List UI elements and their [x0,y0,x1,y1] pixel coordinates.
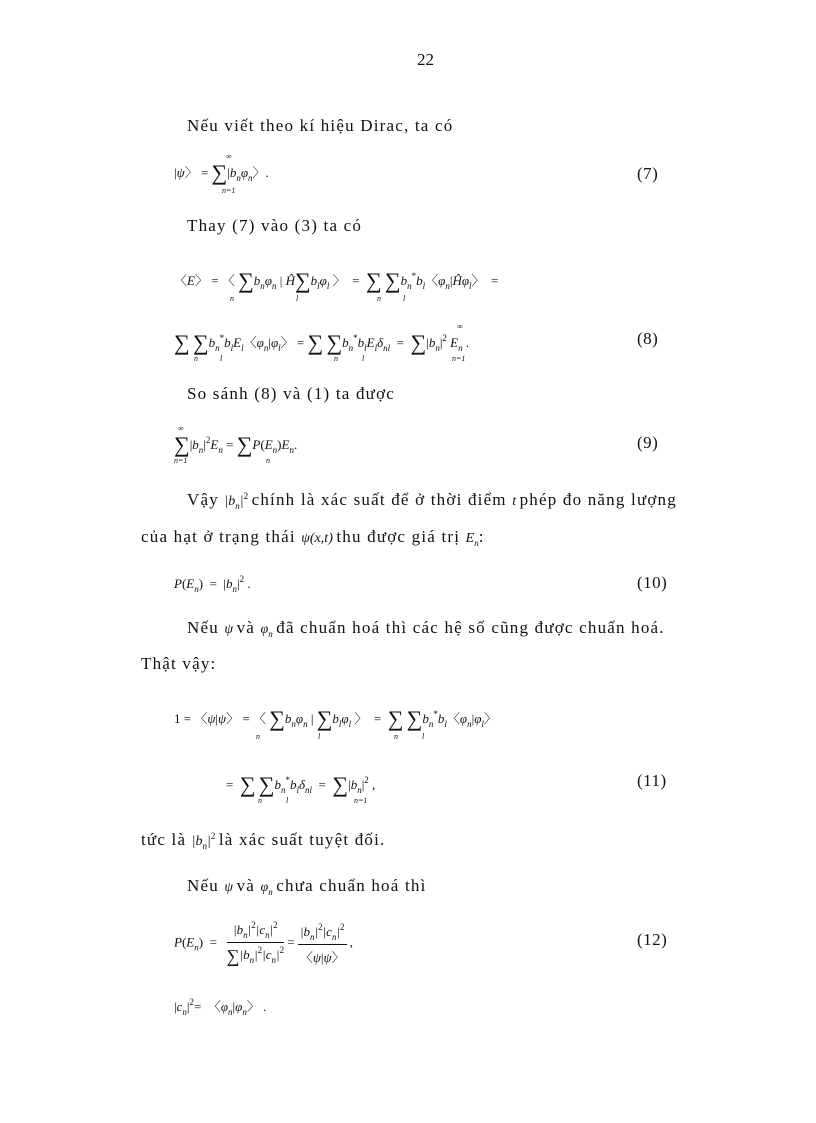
phi-n-inline: $\varphi_n$ [260,622,273,639]
paragraph-indeed: Thật vậy: [141,654,217,673]
bn-squared-inline: $|b_n|^2$ [224,491,249,511]
equation-7-number: (7) [637,164,659,183]
paragraph-substitute: Thay (7) vào (3) ta có [187,216,363,235]
equation-10-number: (10) [637,573,668,592]
paragraph-compare: So sánh (8) và (1) ta được [187,384,396,403]
p8-text-b: là xác suất tuyệt đối. [218,830,386,849]
equation-12: $P(E_n)$ = $\frac{|b_n|^2|c_n|^2}{\sum|b_n|^2|c_n|^2}$ = $\frac{|b_n|^2|c_n|^2}{〈\psi|\psi〉}$ , [174,920,354,966]
equation-cn: $|c_n|^2=$ 〈$\varphi_n|\varphi_n$〉 . [174,997,267,1017]
psi-inline-2: ψ [224,880,237,895]
paragraph-not-normalized [187,876,427,897]
phi-n-inline-2: $\varphi_n$ [260,880,273,897]
p4-text-b: chính là xác suất để ở thời điểm [251,490,507,509]
page-number: 22 [417,50,434,69]
equation-11-line-1: 1 = 〈ψ|ψ〉 = 〈 $\sum b_n\varphi_n$ | $\sum b_l\varphi_l$ 〉 = ∑ $\sum b_n^*b_l$〈$\varphi_n|\varphi_l$〉 n l n l [174,706,497,741]
equation-8-number: (8) [637,329,659,348]
equation-9: $\sum|b_n|^2E_n = \sum P(E_n)E_n$. ∞ n=1 n [174,424,298,465]
psi-inline: ψ [224,622,237,637]
p4-text-a: Vậy [187,490,219,509]
equation-11-number: (11) [637,771,667,790]
paragraph-dirac-intro: Nếu viết theo kí hiệu Dirac, ta có [187,116,454,135]
p9-text-a: Nếu [187,876,219,895]
p5-text-a: của hạt ở trạng thái [141,527,296,546]
p6-text-b: và [236,618,256,637]
equation-8-line-2: ∑ $\sum b_n^*b_lE_l$〈$\varphi_n|\varphi_l$〉 = ∑ $\sum b_n^*b_lE_l\delta_{nl} = \sum|b_n|^2$ $E_n$ . n l n l ∞ n=1 [174,322,470,363]
p8-text-a: tức là [141,830,187,849]
paragraph-absolute [141,830,385,851]
equation-11-line-2: = ∑ $\sum b_n^*b_l\delta_{nl} = \sum|b_n|^2$ , n l n=1 [226,772,376,805]
equation-10: $P(E_n) = |b_n|^2$ . [174,574,251,594]
equation-8-line-1: 〈E〉 = 〈 $\sum b_n\varphi_n$ | $Ĥ\sum b_l\varphi_l$ 〉 = ∑ $\sum b_n^*b_l$〈$\varphi_n|Ĥ\varphi_l$〉 = n l n l [174,268,499,303]
equation-9-number: (9) [637,433,659,452]
equation-12-number: (12) [637,930,668,949]
en-inline: $E_n$ [465,531,479,548]
equation-7: |ψ〉 = $\sum|b_n\varphi_n$〉. ∞ n=1 [174,152,269,195]
p6-text-c: đã chuẩn hoá thì các hệ số cũng được chuẩn hoá. [276,618,665,637]
p6-text-a: Nếu [187,618,219,637]
paragraph-normalized [187,618,665,639]
p5-text-b: thu được giá trị [336,527,461,546]
bn-squared-inline-2: $|b_n|^2$ [191,831,216,851]
p9-text-c: chưa chuẩn hoá thì [276,876,427,895]
p9-text-b: và [236,876,256,895]
paragraph-probability [187,490,677,511]
p4-text-c: phép đo năng lượng [519,490,677,509]
paragraph-state: của hạt ở trạng thái ψ(x,t) thu được giá trị $E_n$: [141,527,485,548]
t-variable-inline: t [512,494,520,509]
psi-xt-inline: ψ(x,t) [301,531,337,546]
